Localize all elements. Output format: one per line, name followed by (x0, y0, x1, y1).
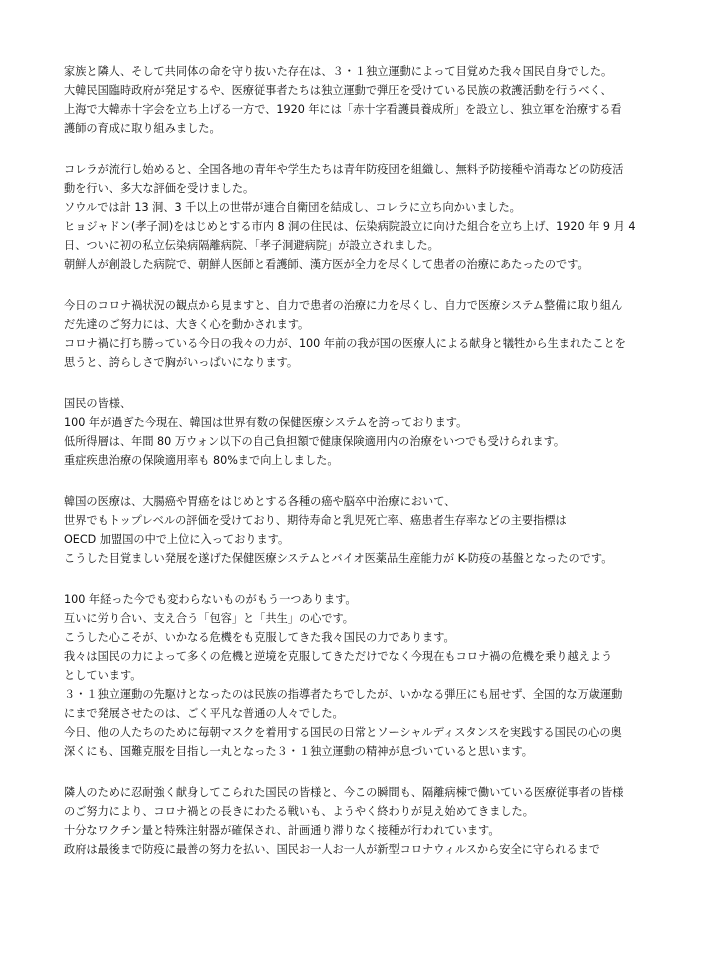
text-line: 我々は国民の力によって多くの危機と逆境を克服してきただけでなく今現在もコロナ禍の危機を乗り越えよう (64, 650, 613, 663)
text-line: 日、ついに初の私立伝染病隔離病院、「孝子洞避病院」が設立されました。 (64, 239, 439, 252)
text-line: にまで発展させたのは、ごく平凡な普通の人々でした。 (64, 707, 344, 720)
text-line: コロナ禍に打ち勝っている今日の我々の力が、100 年前の我が国の医療人による献身と犠牲から生まれたことを (64, 337, 626, 350)
text-line: 世界でもトップレベルの評価を受けており、期待寿命と乳児死亡率、癌患者生存率などの主要指標は (64, 514, 567, 527)
text-line: 思うと、誇らしさで胸がいっぱいになります。 (64, 356, 299, 369)
paragraph-korean-medicine (64, 492, 664, 568)
text-line: としています。 (64, 669, 142, 682)
text-line: ソウルでは計 13 洞、3 千以上の世帯が連合自衛団を結成し、コレラに立ち向かいました。 (64, 201, 521, 214)
text-line: 動を行い、多大な評価を受けました。 (64, 182, 255, 195)
text-line: 上海で大韓赤十字会を立ち上げる一方で、1920 年には「赤十字看護員養成所」を設立し、独立軍を治療する看 (64, 103, 622, 116)
text-line: 大韓民国臨時政府が発足するや、医療従事者たちは独立運動で弾圧を受けている民族の救護活動を行うべく、 (64, 84, 612, 97)
text-line: 100 年が過ぎた今現在、韓国は世界有数の保健医療システムを誇っております。 (64, 416, 468, 429)
text-line: 深くにも、国難克服を目指し一丸となった３・１独立運動の精神が息づいていると思います。 (64, 745, 533, 758)
text-line: 重症疾患治療の保険適用率も 80%まで向上しました。 (64, 454, 339, 467)
text-line: 隣人のために忍耐強く献身してこられた国民の皆様と、今この瞬間も、隔離病棟で働いている医療従事者の皆様 (64, 786, 624, 799)
text-line: だ先達のご努力には、大きく心を動かされます。 (64, 318, 310, 331)
text-line: OECD 加盟国の中で上位に入っております。 (64, 533, 290, 546)
text-line: ３・１独立運動の先駆けとなったのは民族の指導者たちでしたが、いかなる弾圧にも屈せず、全国的な万歳運動 (64, 688, 623, 701)
paragraph-cholera (64, 160, 664, 274)
text-line: 低所得層は、年間 80 万ウォン以下の自己負担額で健康保険適用内の治療をいつでも受けられます。 (64, 435, 566, 448)
text-line: こうした目覚ましい発展を遂げた保健医療システムとバイオ医薬品生産能力が K-防疫の基盤となったのです。 (64, 552, 613, 565)
document-page (64, 62, 664, 881)
text-line: ヒョジャドン(孝子洞)をはじめとする市内 8 洞の住民は、伝染病院設立に向けた組合を立ち上げ、1920 年 9 月 4 (64, 220, 636, 233)
text-line: 十分なワクチン量と特殊注射器が確保され、計画通り滞りなく接種が行われています。 (64, 824, 500, 837)
paragraph-inclusion (64, 590, 664, 761)
text-line: 互いに労り合い、支え合う「包容」と「共生」の心です。 (64, 612, 354, 625)
text-line: 100 年経った今でも変わらないものがもう一つあります。 (64, 593, 357, 606)
text-line: こうした心こそが、いかなる危機をも克服してきた我々国民の力であります。 (64, 631, 455, 644)
paragraph-vaccination (64, 783, 664, 859)
text-line: 護師の育成に取り組みました。 (64, 122, 221, 135)
text-line: 今日、他の人たちのために毎朝マスクを着用する国民の日常とソーシャルディスタンスを実践する国民の心の奥 (64, 726, 622, 739)
text-line: 政府は最後まで防疫に最善の努力を払い、国民お一人お一人が新型コロナウィルスから安全に守られるまで (64, 843, 600, 856)
paragraph-corona-today (64, 296, 664, 372)
paragraph-independence-medical (64, 62, 664, 138)
text-line: 韓国の医療は、大腸癌や胃癌をはじめとする各種の癌や脳卒中治療において、 (64, 495, 456, 508)
text-line: 朝鮮人が創設した病院で、朝鮮人医師と看護師、漢方医が全力を尽くして患者の治療にあたったのです。 (64, 258, 589, 271)
text-line: のご努力により、コロナ禍との長きにわたる戦いも、ようやく終わりが見え始めてきました。 (64, 805, 534, 818)
text-line: 家族と隣人、そして共同体の命を守り抜いた存在は、３・１独立運動によって目覚めた我々国民自身でした。 (64, 65, 613, 78)
text-line: 今日のコロナ禍状況の観点から見ますと、自力で患者の治療に力を尽くし、自力で医療システム整備に取り組ん (64, 299, 623, 312)
text-line: コレラが流行し始めると、全国各地の青年や学生たちは青年防疫団を組織し、無料予防接種や消毒などの防疫活 (64, 163, 624, 176)
text-line: 国民の皆様、 (64, 397, 132, 410)
paragraph-health-system (64, 394, 664, 470)
